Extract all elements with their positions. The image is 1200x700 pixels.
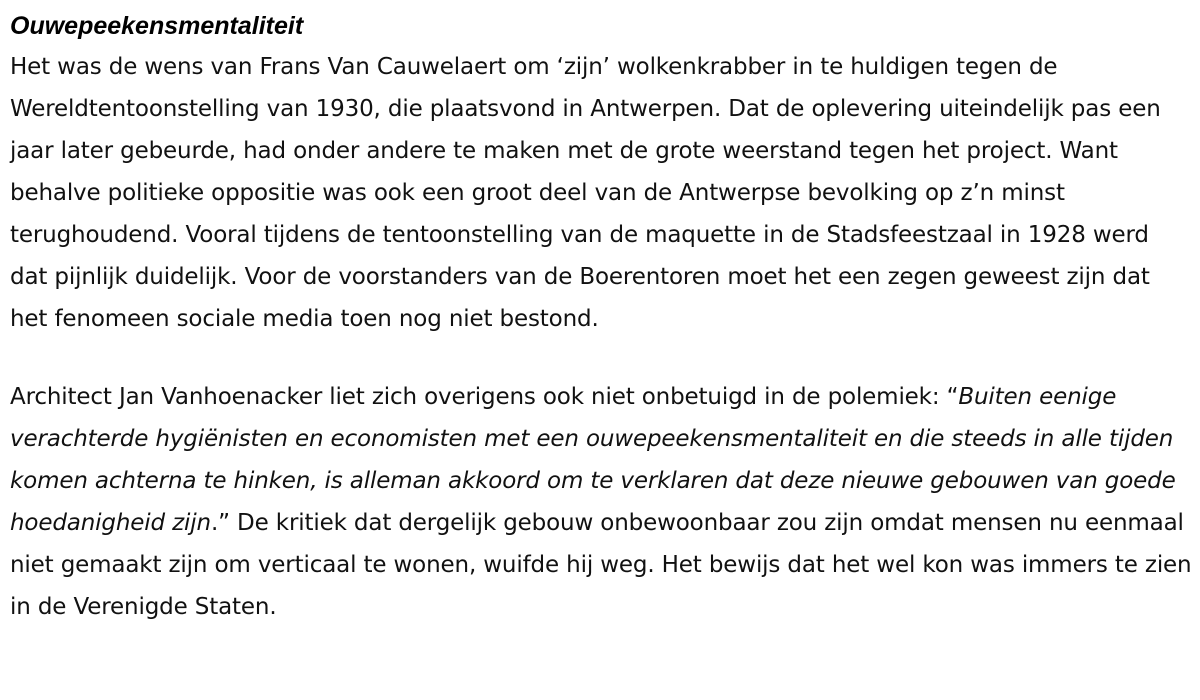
paragraph-1: Het was de wens van Frans Van Cauwelaert om ‘zijn’ wolkenkrabber in te huldigen tegen de Wereldtentoonstelling van 1930, die plaatsvond in Antwerpen. Dat de oplevering uiteindelijk pas een jaar later gebeurde, had onder andere te maken met de grote weerstand tegen het project. Want behalve politieke oppositie was ook een groot deel van de Antwerpse bevolking op z’n minst terughoudend. Vooral tijdens de tentoonstelling van de maquette in de Stadsfeestzaal in 1928 werd dat pijnlijk duidelijk. Voor de voorstanders van de Boerentoren moet het een zegen geweest zijn dat het fenomeen sociale media toen nog niet bestond. xyxy=(10,54,1161,332)
article-section xyxy=(10,8,1192,628)
paragraph-2 xyxy=(10,376,1192,628)
paragraph-2-rest: .” De kritiek dat dergelijk gebouw onbewoonbaar zou zijn omdat mensen nu eenmaal niet gemaakt zijn om verticaal te wonen, wuifde hij weg. Het bewijs dat het wel kon was immers te zien in de Verenigde Staten. xyxy=(10,510,1192,620)
section-heading: Ouwepeekensmentaliteit xyxy=(10,12,304,40)
paragraph-2-intro: Architect Jan Vanhoenacker liet zich overigens ook niet onbetuigd in de polemiek: “ xyxy=(10,384,959,410)
architect-quote: Buiten eenige verachterde hygiënisten en economisten met een ouwepeekensmentaliteit en die steeds in alle tijden komen achterna te hinken, is alleman akkoord om te verklaren dat deze nieuwe gebouwen van goede hoedanigheid zijn xyxy=(10,384,1176,536)
